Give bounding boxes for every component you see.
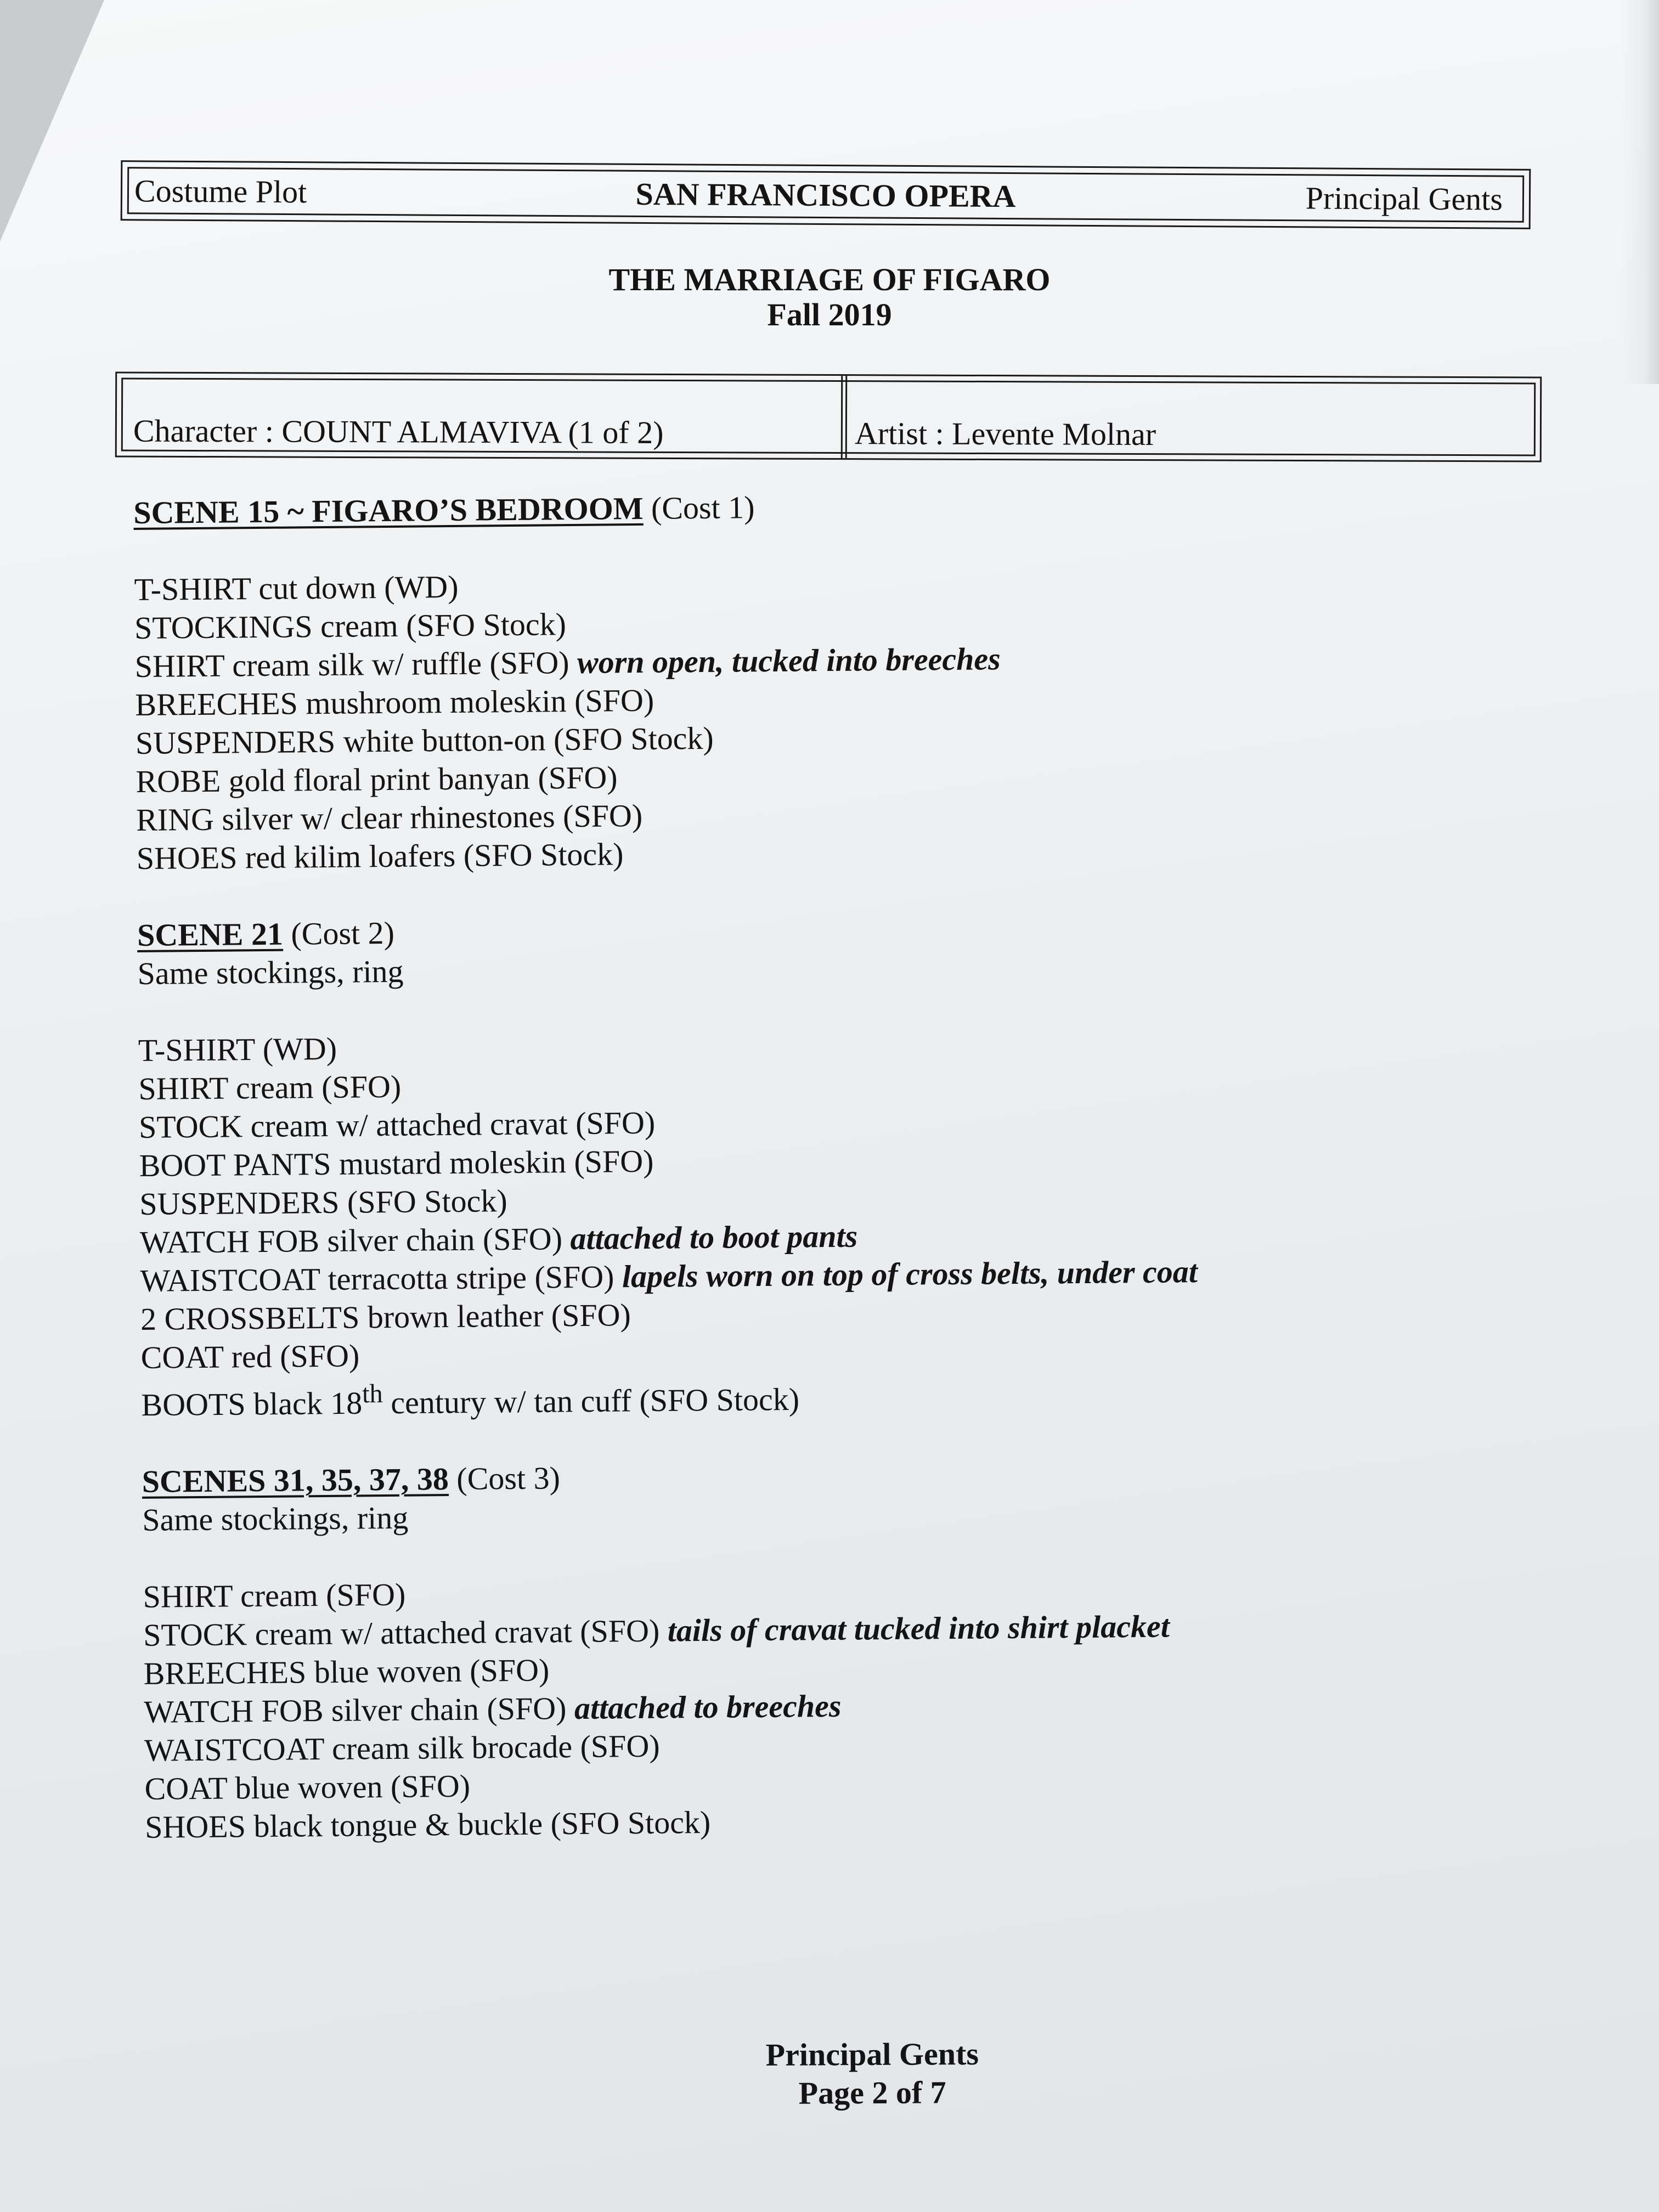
item-text: STOCKINGS cream (SFO Stock): [134, 606, 567, 646]
same-items-note: Same stockings, ring: [137, 953, 404, 991]
item-text: BOOT PANTS mustard moleskin (SFO): [139, 1143, 654, 1183]
item-text: SHOES black tongue & buckle (SFO Stock): [144, 1804, 711, 1846]
header-right-label: Principal Gents: [1305, 180, 1503, 217]
character-name: Character : COUNT ALMAVIVA (1 of 2): [133, 413, 664, 450]
item-text: SUSPENDERS white button-on (SFO Stock): [135, 720, 714, 761]
item-text: SHOES red kilim loafers (SFO Stock): [136, 836, 624, 876]
item-text: SHIRT cream (SFO): [143, 1577, 406, 1615]
scene-list: [133, 481, 1572, 1885]
header-org-title: SAN FRANCISCO OPERA: [635, 176, 1016, 215]
item-text: COAT red (SFO): [140, 1338, 360, 1375]
item-note: attached to breeches: [574, 1688, 842, 1726]
item-text-suffix: century w/ tan cuff (SFO Stock): [382, 1381, 800, 1421]
item-text: WATCH FOB silver chain (SFO): [139, 1221, 563, 1260]
item-text: WAISTCOAT cream silk brocade (SFO): [144, 1728, 660, 1769]
item-superscript: th: [362, 1379, 383, 1409]
item-text: STOCK cream w/ attached cravat (SFO): [138, 1104, 656, 1145]
same-items-note: Same stockings, ring: [142, 1500, 409, 1538]
item-text: SHIRT cream (SFO): [138, 1068, 402, 1107]
item-text: BREECHES blue woven (SFO): [143, 1652, 550, 1692]
item-text: 2 CROSSBELTS brown leather (SFO): [140, 1297, 631, 1337]
item-note: tails of cravat tucked into shirt placket: [667, 1608, 1170, 1649]
item-text: SUSPENDERS (SFO Stock): [139, 1183, 507, 1222]
scene-block: [142, 1451, 1571, 1847]
page-number: Page 2 of 7: [798, 2074, 946, 2111]
scene-title: SCENE 15 ~ FIGARO’S BEDROOM: [133, 490, 644, 531]
item-text: ROBE gold floral print banyan (SFO): [136, 759, 618, 799]
production-title: THE MARRIAGE OF FIGARO: [608, 262, 1051, 297]
item-text: WATCH FOB silver chain (SFO): [144, 1690, 567, 1730]
character-box-divider: [841, 376, 843, 458]
item-note: attached to boot pants: [570, 1218, 858, 1257]
production-title-block: [0, 262, 1659, 332]
character-box: [115, 371, 1542, 462]
page-footer: [0, 2031, 1659, 2117]
scene-title: SCENE 21: [137, 916, 284, 953]
scene-cost: (Cost 3): [456, 1460, 561, 1497]
scene-cost: (Cost 2): [291, 915, 395, 952]
item-text-prefix: BOOTS black 18: [141, 1385, 363, 1423]
scene-block: [137, 904, 1568, 1424]
item-text: T-SHIRT cut down (WD): [134, 568, 459, 607]
page-curl: [0, 0, 104, 241]
scene-block: [133, 481, 1563, 878]
production-season: Fall 2019: [767, 297, 892, 332]
item-text: COAT blue woven (SFO): [144, 1768, 471, 1807]
footer-section-label: Principal Gents: [765, 2035, 979, 2073]
item-text: BREECHES mushroom moleskin (SFO): [135, 682, 654, 723]
item-text: WAISTCOAT terracotta stripe (SFO): [140, 1259, 614, 1299]
item-text: SHIRT cream silk w/ ruffle (SFO): [134, 645, 569, 684]
artist-name: Artist : Levente Molnar: [854, 415, 1156, 453]
header-left-label: Costume Plot: [134, 173, 307, 210]
scene-cost: (Cost 1): [651, 489, 755, 526]
item-text: T-SHIRT (WD): [138, 1030, 337, 1068]
scene-title: SCENES 31, 35, 37, 38: [142, 1461, 449, 1500]
item-note: lapels worn on top of cross belts, under coat: [622, 1254, 1198, 1295]
item-note: worn open, tucked into breeches: [577, 641, 1001, 680]
item-text: STOCK cream w/ attached cravat (SFO): [143, 1613, 660, 1654]
header-box: [121, 160, 1531, 229]
item-text: RING silver w/ clear rhinestones (SFO): [136, 797, 643, 838]
